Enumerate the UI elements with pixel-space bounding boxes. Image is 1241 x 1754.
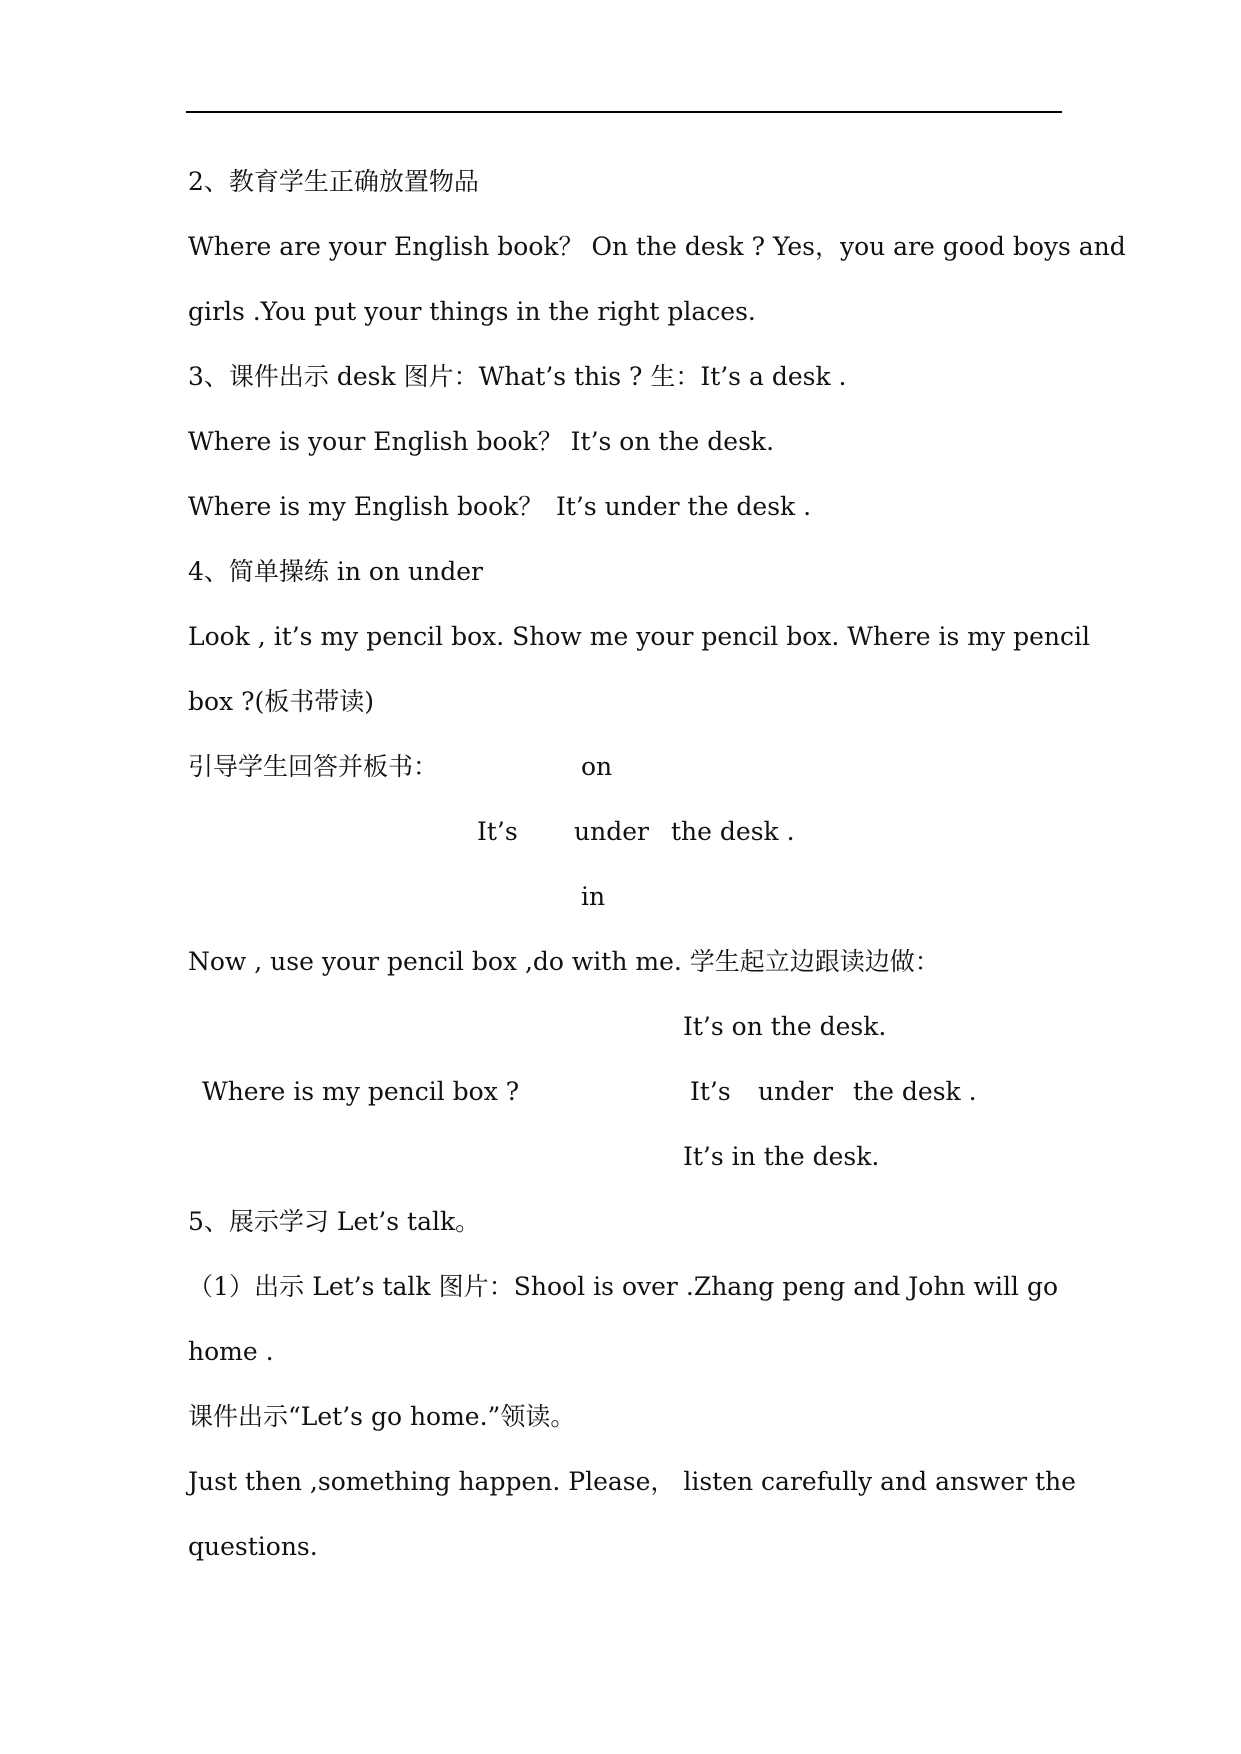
board-word-in: in xyxy=(581,882,606,911)
answer-word-under: under xyxy=(758,1077,833,1106)
answer-word-the-desk: the desk . xyxy=(853,1077,977,1106)
board-word-on: on xyxy=(581,752,613,781)
paragraph-line: Now , use your pencil box ,do with me. 学生起立边跟读边做： xyxy=(188,947,940,976)
section-2-heading: 2、教育学生正确放置物品 xyxy=(188,167,479,196)
paragraph-line: girls .You put your things in the right places. xyxy=(188,297,756,326)
paragraph-line: Where is your English book？ It’s on the desk. xyxy=(188,427,775,456)
answer-line: It’s in the desk. xyxy=(683,1142,880,1171)
paragraph-line: home . xyxy=(188,1337,274,1366)
section-4-heading: 4、简单操练 in on under xyxy=(188,557,483,586)
board-word-under: under xyxy=(574,817,649,846)
paragraph-line: Just then ,something happen. Please， listen carefully and answer the xyxy=(188,1467,1076,1496)
board-word-its: It’s xyxy=(477,817,518,846)
paragraph-line: （1）出示 Let’s talk 图片：Shool is over .Zhang peng and John will go xyxy=(188,1272,1058,1301)
answer-line: It’s on the desk. xyxy=(683,1012,887,1041)
paragraph-line: 引导学生回答并板书： xyxy=(188,752,439,781)
paragraph-line: questions. xyxy=(188,1532,318,1561)
section-3-heading: 3、课件出示 desk 图片：What’s this ? 生：It’s a desk . xyxy=(188,362,847,391)
paragraph-line: box ?(板书带读) xyxy=(188,687,375,716)
header-rule xyxy=(186,111,1062,113)
board-word-the-desk: the desk . xyxy=(671,817,795,846)
paragraph-line: Look , it’s my pencil box. Show me your pencil box. Where is my pencil xyxy=(188,622,1090,651)
question-line: Where is my pencil box ? xyxy=(202,1077,520,1106)
section-5-heading: 5、展示学习 Let’s talk。 xyxy=(188,1207,481,1236)
paragraph-line: Where is my English book？ xyxy=(188,492,544,521)
paragraph-line: 课件出示“Let’s go home.”领读。 xyxy=(188,1402,576,1431)
answer-word-its: It’s xyxy=(690,1077,731,1106)
paragraph-line: Where are your English book？ On the desk ? Yes，you are good boys and xyxy=(188,232,1126,261)
paragraph-line: It’s under the desk . xyxy=(556,492,812,521)
